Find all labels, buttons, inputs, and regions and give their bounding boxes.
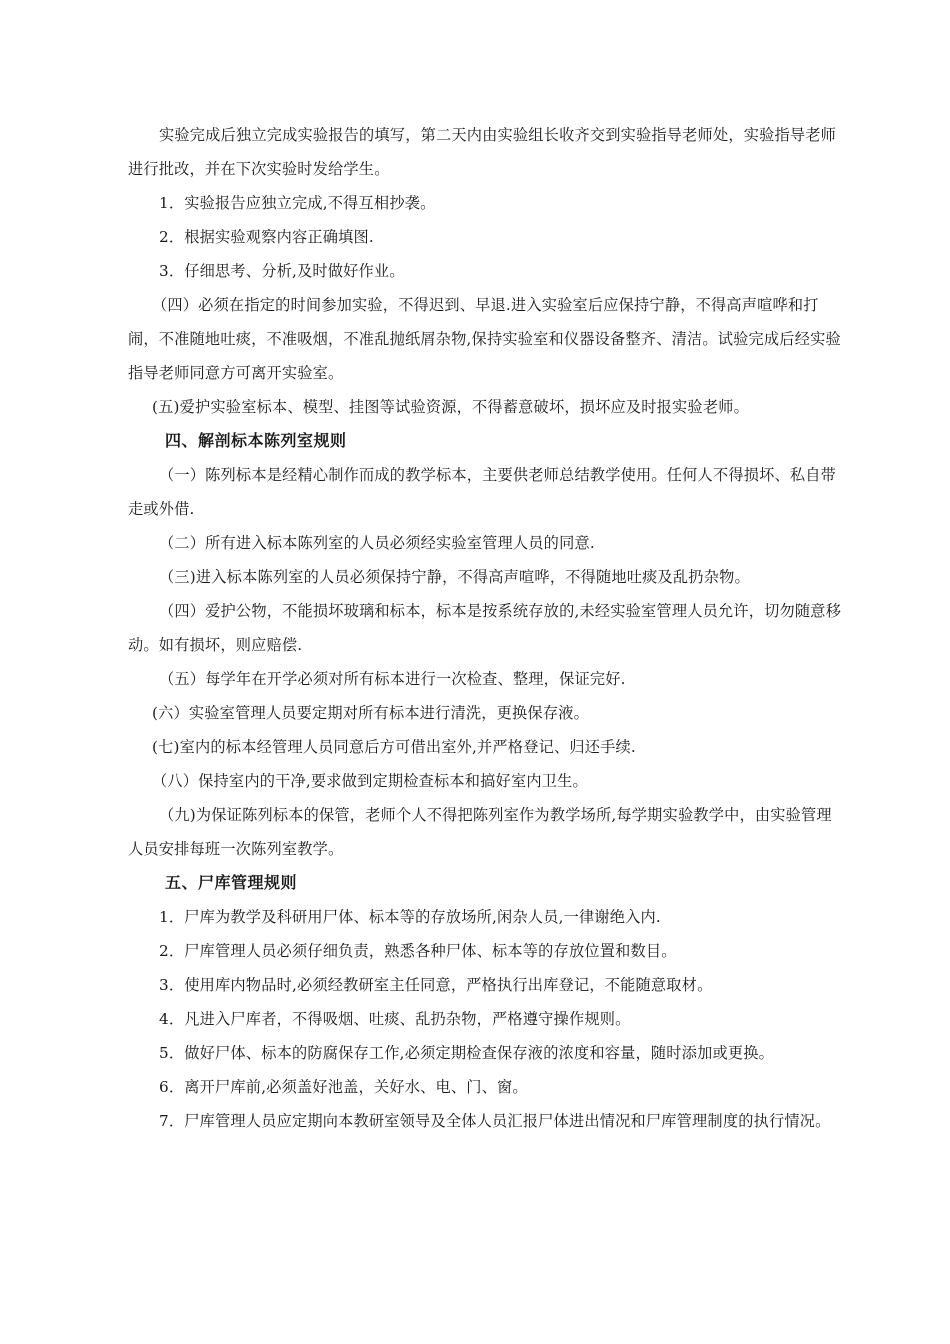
section-five-item-5: 5．做好尸体、标本的防腐保存工作,必须定期检查保存液的浓度和容量，随时添加或更换。 [159,1044,775,1062]
section-four-item-1: （一）陈列标本是经精心制作而成的教学标本，主要供老师总结教学使用。任何人不得损坏、私自带走或外借. [128,466,837,518]
section-four-item-5: （五）每学年在开学必须对所有标本进行一次检查、整理，保证完好. [159,670,626,688]
section-five-heading: 五、尸库管理规则 [165,873,298,892]
section-five-item-1: 1．尸库为教学及科研用尸体、标本等的存放场所,闲杂人员,一律谢绝入内. [159,908,661,926]
section-four-item-7: (七)室内的标本经管理人员同意后方可借出室外,并严格登记、归还手续. [152,738,636,756]
section-five-item-7: 7．尸库管理人员应定期向本教研室领导及全体人员汇报尸体进出情况和尸库管理制度的执行情况。 [159,1112,831,1130]
report-rule-1: 1．实验报告应独立完成,不得互相抄袭。 [159,194,436,212]
lab-rule-five: (五)爱护实验室标本、模型、挂图等试验资源，不得蓄意破坏，损坏应及时报实验老师。 [152,398,749,416]
section-four-item-6: (六）实验室管理人员要定期对所有标本进行清洗，更换保存液。 [152,704,589,722]
intro-paragraph: 实验完成后独立完成实验报告的填写，第二天内由实验组长收齐交到实验指导老师处，实验指导老师进行批改，并在下次实验时发给学生。 [128,126,837,178]
section-five-item-4: 4．凡进入尸库者，不得吸烟、吐痰、乱扔杂物，严格遵守操作规则。 [159,1010,631,1028]
section-five-item-6: 6．离开尸库前,必须盖好池盖，关好水、电、门、窗。 [159,1078,528,1096]
section-five-item-2: 2．尸库管理人员必须仔细负责，熟悉各种尸体、标本等的存放位置和数目。 [159,942,677,960]
section-four-item-4: （四）爱护公物，不能损坏玻璃和标本，标本是按系统存放的,未经实验室管理人员允许，切勿随意移动。如有损坏，则应赔偿. [128,602,842,654]
section-four-item-3: （三)进入标本陈列室的人员必须保持宁静，不得高声喧哗，不得随地吐痰及乱扔杂物。 [159,568,750,586]
section-four-heading: 四、解剖标本陈列室规则 [165,431,347,450]
section-four-item-9: （九)为保证陈列标本的保管，老师个人不得把陈列室作为教学场所,每学期实验教学中，由实验管理人员安排每班一次陈列室教学。 [128,806,832,858]
report-rule-3: 3．仔细思考、分析,及时做好作业。 [159,262,405,280]
lab-rule-four: （四）必须在指定的时间参加实验，不得迟到、早退.进入实验室后应保持宁静，不得高声喧哗和打闹，不准随地吐痰，不准吸烟，不准乱抛纸屑杂物,保持实验室和仪器设备整齐、清洁。试验完成后经实验指导老师同意方可离开实验室。 [128,296,841,382]
report-rule-2: 2．根据实验观察内容正确填图. [159,228,374,246]
section-four-item-8: （八）保持室内的干净,要求做到定期检查标本和搞好室内卫生。 [152,772,588,790]
document-body [128,118,844,1138]
section-five-item-3: 3．使用库内物品时,必须经教研室主任同意，严格执行出库登记，不能随意取材。 [159,976,713,994]
section-four-item-2: （二）所有进入标本陈列室的人员必须经实验室管理人员的同意. [159,534,595,552]
